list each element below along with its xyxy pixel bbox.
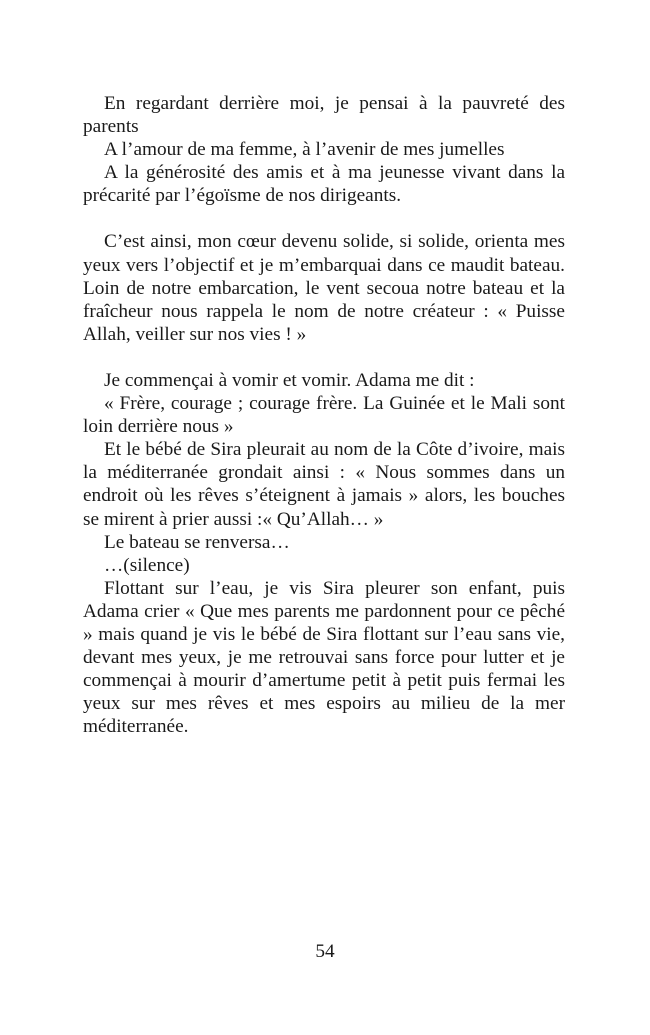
page-body	[83, 92, 565, 738]
paragraph: C’est ainsi, mon cœur devenu solide, si solide, orienta mes yeux vers l’objectif et je m’embarquai dans ce maudit bateau. Loin de notre embarcation, le vent secoua notre bateau et la fraîcheur nous rappela le nom de notre créateur : « Puisse Allah, veiller sur nos vies ! »	[83, 231, 565, 345]
page-number: 54	[315, 941, 335, 962]
paragraph: « Frère, courage ; courage frère. La Guinée et le Mali sont loin derrière nous »	[83, 393, 565, 438]
paragraph: Flottant sur l’eau, je vis Sira pleurer son enfant, puis Adama crier « Que mes parents me pardonnent pour ce pêché » mais quand je vis le bébé de Sira flottant sur l’eau sans vie, devant mes yeux, je me retrouvai sans force pour lutter et je commençai à mourir d’amertume petit à petit puis fermai les yeux sur mes rêves et mes espoirs au milieu de la mer méditerranée.	[83, 577, 565, 738]
paragraph: A la générosité des amis et à ma jeunesse vivant dans la précarité par l’égoïsme de nos dirigeants.	[83, 162, 565, 207]
paragraph: A l’amour de ma femme, à l’avenir de mes jumelles	[104, 139, 505, 161]
paragraph: Le bateau se renversa…	[104, 531, 290, 553]
paragraph: Je commençai à vomir et vomir. Adama me dit :	[104, 369, 475, 391]
paragraph: Et le bébé de Sira pleurait au nom de la Côte d’ivoire, mais la méditerranée grondait ainsi : « Nous sommes dans un endroit où les rêves s’éteignent à jamais » alors, les bouches se mirent à prier aussi :« Qu’Allah… »	[83, 439, 565, 530]
paragraph: En regardant derrière moi, je pensai à la pauvreté des parents	[83, 93, 565, 138]
paragraph: …(silence)	[104, 554, 190, 576]
